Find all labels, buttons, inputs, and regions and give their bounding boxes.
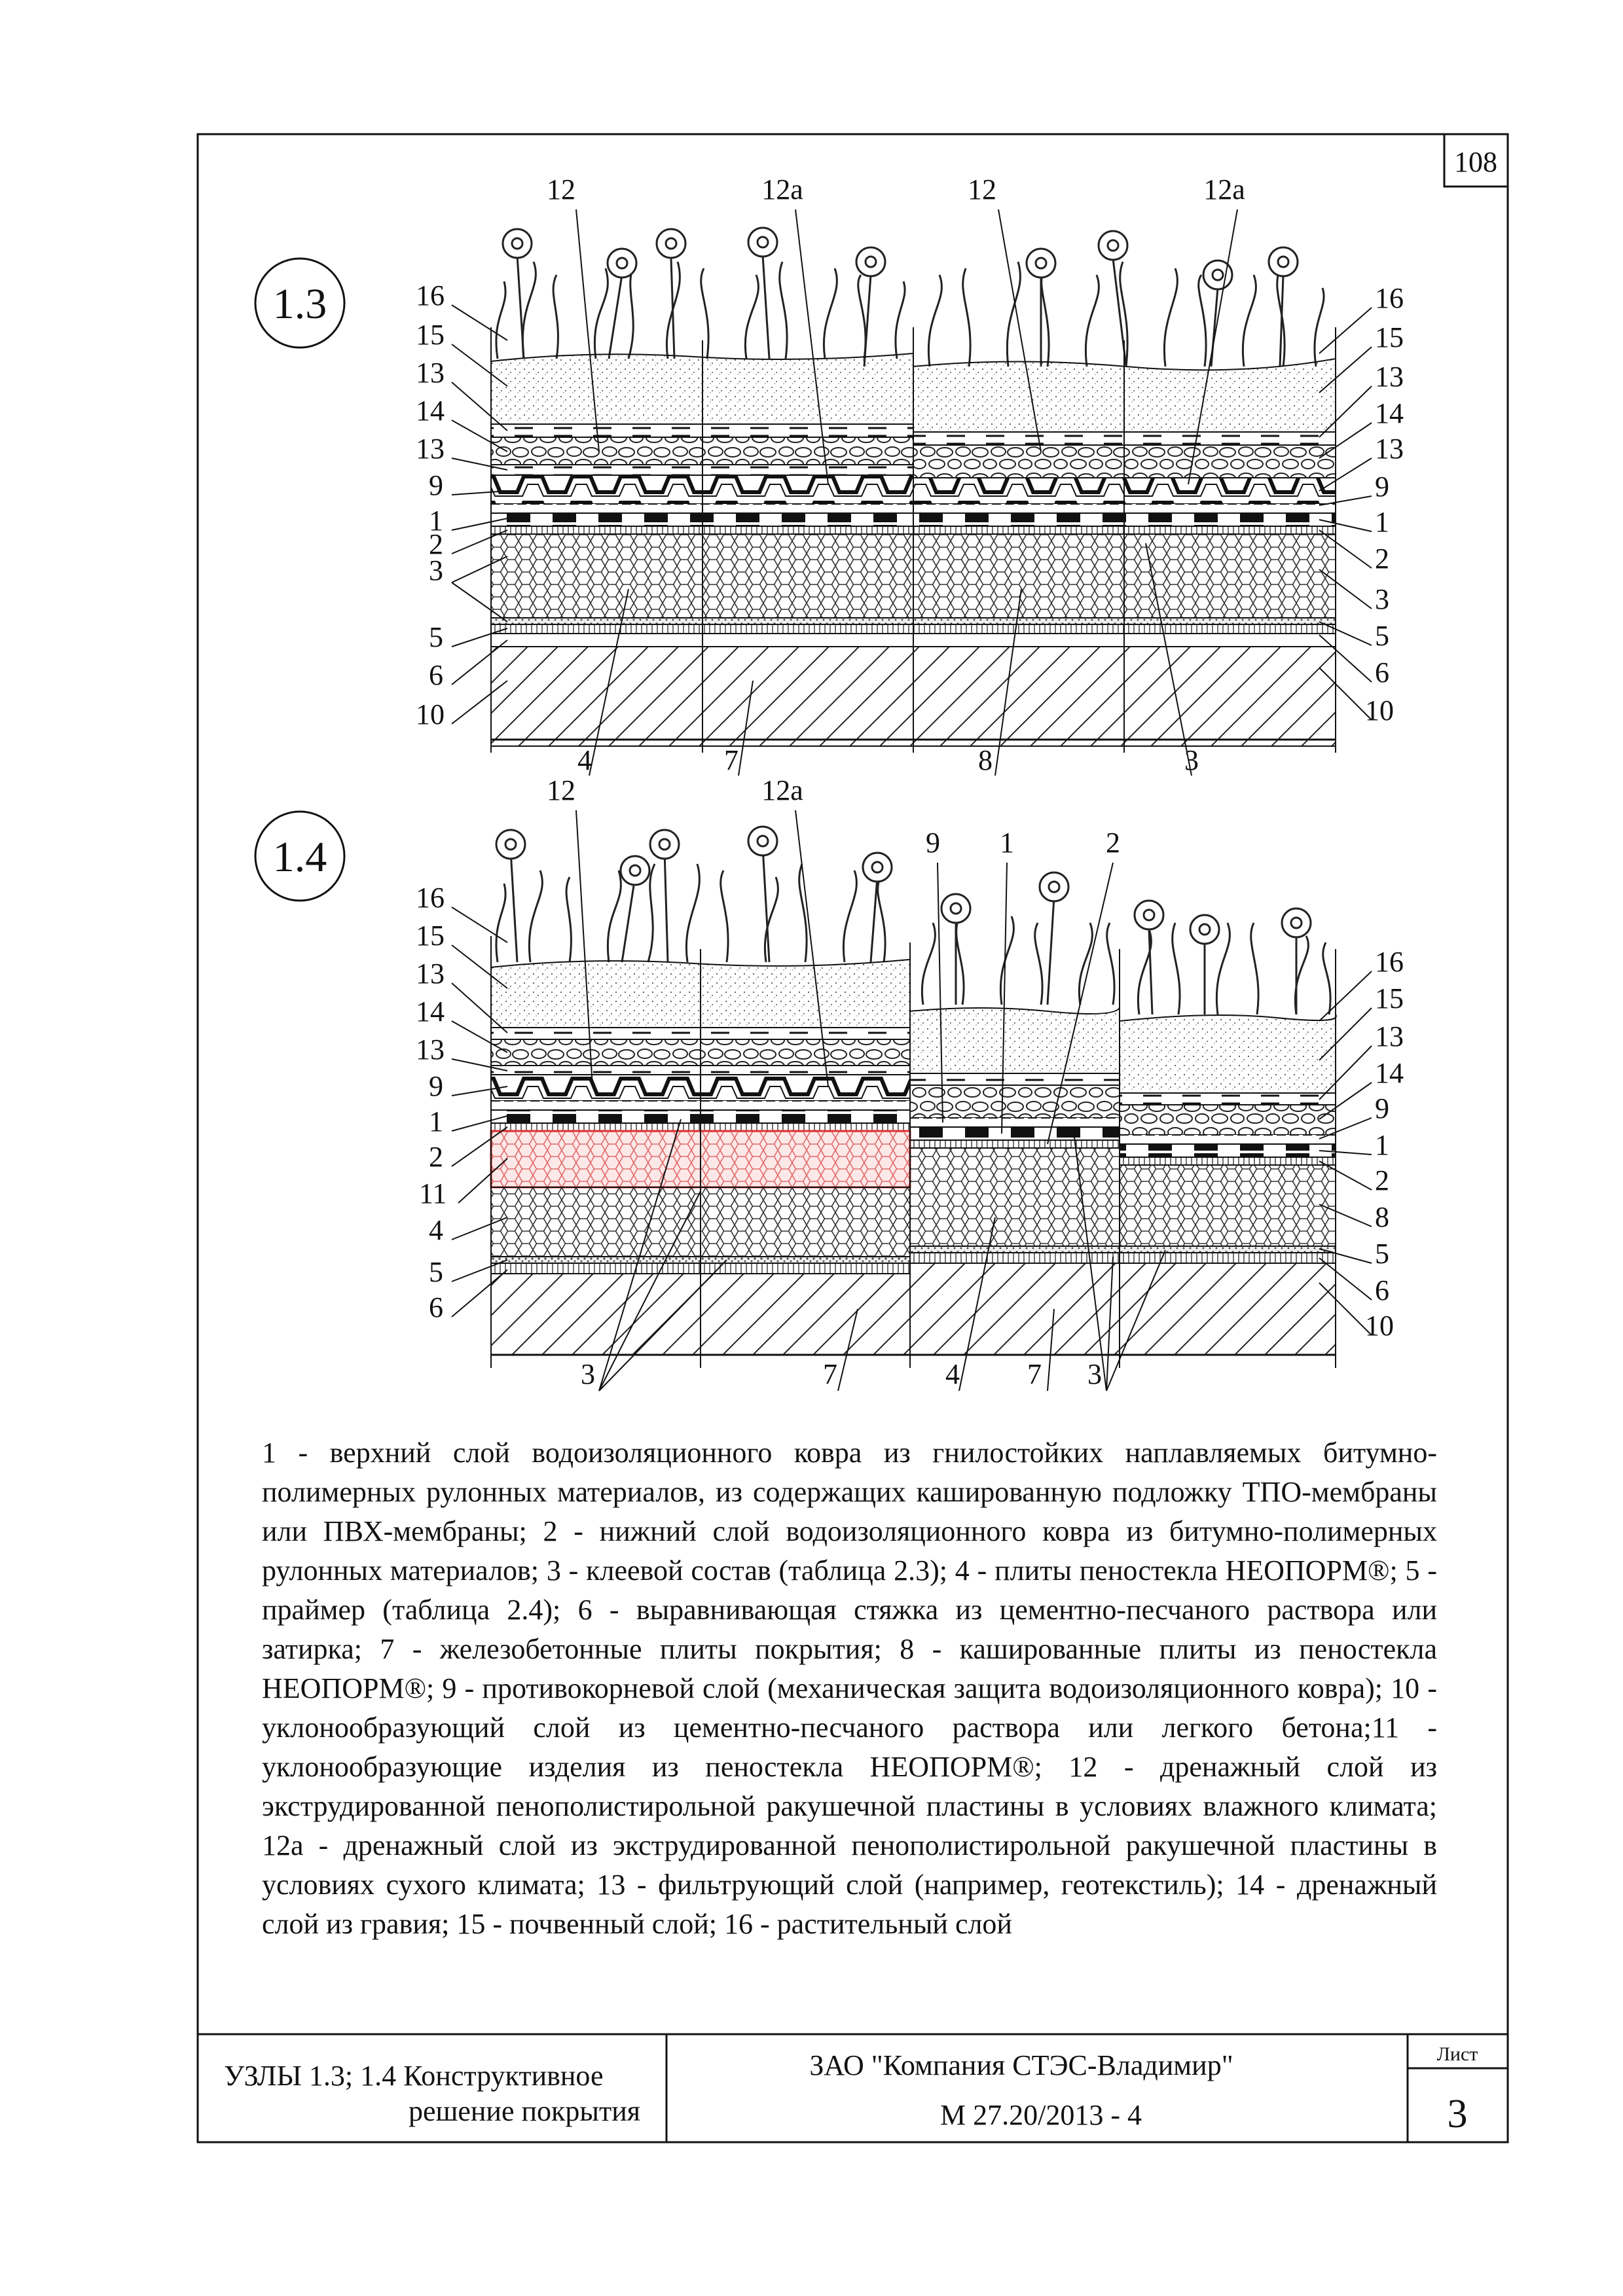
bottom-label-1-4: 3 xyxy=(581,1358,595,1390)
right-label-1-3: 6 xyxy=(1375,656,1389,689)
bottom-label-1-3: 4 xyxy=(577,744,592,776)
left-label-1-4: 15 xyxy=(416,920,445,952)
bottom-label-1-4: 3 xyxy=(1087,1358,1102,1390)
figure-1-3 xyxy=(255,173,1404,776)
right-label-1-4: 16 xyxy=(1375,946,1404,978)
right-label-1-4: 6 xyxy=(1375,1274,1389,1306)
top-label-1-4: 9 xyxy=(926,827,940,859)
right-label-1-3: 13 xyxy=(1375,361,1404,393)
right-label-1-3: 15 xyxy=(1375,321,1404,353)
right-label-1-3: 14 xyxy=(1375,397,1404,429)
left-label-1-4: 13 xyxy=(416,1033,445,1066)
figure-1-4 xyxy=(255,774,1404,1391)
left-label-1-3: 3 xyxy=(429,554,443,586)
bottom-label-1-3: 7 xyxy=(724,744,739,776)
title-block-company: ЗАО "Компания СТЭС-Владимир" xyxy=(809,2049,1233,2081)
right-label-1-4: 13 xyxy=(1375,1020,1404,1052)
right-label-1-3: 16 xyxy=(1375,282,1404,314)
right-label-1-3: 9 xyxy=(1375,471,1389,503)
top-label-1-3-d: 12а xyxy=(1203,173,1245,206)
left-label-1-3: 10 xyxy=(416,698,445,730)
top-label-1-3-a: 12 xyxy=(547,173,575,206)
right-label-1-4: 10 xyxy=(1365,1310,1394,1342)
right-label-1-4: 14 xyxy=(1375,1057,1404,1089)
title-block-sheet-label: Лист xyxy=(1436,2043,1478,2065)
right-label-1-4: 5 xyxy=(1375,1238,1389,1270)
right-label-1-4: 9 xyxy=(1375,1092,1389,1124)
right-label-1-3: 13 xyxy=(1375,433,1404,465)
left-label-1-3: 5 xyxy=(429,621,443,653)
left-label-1-4: 9 xyxy=(429,1070,443,1102)
left-label-1-3: 2 xyxy=(429,528,443,560)
left-label-1-4: 5 xyxy=(429,1256,443,1288)
left-label-1-3: 15 xyxy=(416,319,445,351)
top-label-1-4: 1 xyxy=(1000,827,1014,859)
left-label-1-3: 6 xyxy=(429,659,443,691)
flower-heads-1-4 xyxy=(496,827,1311,944)
left-label-1-4: 16 xyxy=(416,882,445,914)
bottom-label-1-4: 7 xyxy=(1027,1358,1042,1390)
top-label-1-3-c: 12 xyxy=(968,173,996,206)
left-label-1-4: 4 xyxy=(429,1214,443,1246)
left-label-1-3: 14 xyxy=(416,395,445,427)
right-label-1-3: 2 xyxy=(1375,543,1389,575)
title-block-sheet-number: 3 xyxy=(1447,2092,1468,2136)
title-block-title-line1: УЗЛЫ 1.3; 1.4 Конструктивное xyxy=(224,2060,604,2092)
left-label-1-4: 14 xyxy=(416,996,445,1028)
title-block-doc-code: М 27.20/2013 - 4 xyxy=(940,2099,1142,2131)
bottom-label-1-3: 8 xyxy=(978,744,993,776)
left-label-1-3: 13 xyxy=(416,433,445,465)
section-1-4-right xyxy=(1120,1014,1336,1355)
left-label-1-4: 11 xyxy=(419,1177,447,1210)
right-label-1-3: 3 xyxy=(1375,583,1389,615)
left-label-1-4: 2 xyxy=(429,1141,443,1173)
node-label-1-3: 1.3 xyxy=(272,280,327,328)
left-label-1-3: 13 xyxy=(416,357,445,389)
right-label-1-3: 10 xyxy=(1365,694,1394,726)
right-label-1-3: 5 xyxy=(1375,620,1389,652)
legend-text: 1 - верхний слой водоизоляционного ковра из гнилостойких наплавляемых битумно-полимерных рулонных материалов, из содержащих кашированную подложку ТПО-мембраны или ПВХ-мембраны; 2 - нижний слой водоизоляционного ковра из битумно-полимерных рулонных материалов; 3 - клеевой состав (таблица 2.3); 4 - плиты пеностекла НЕОПОРМ®; 5 - праймер (таблица 2.4); 6 - выравнивающая стяжка из цементно-песчаного раствора или затирка; 7 - железобетонные плиты покрытия; 8 - кашированные плиты из пеностекла НЕОПОРМ®; 9 - противокорневой слой (механическая защита водоизоляционного ковра); 10 - уклонообразующий слой из цементно-песчаного раствора или легкого бетона;11 - уклонообразующие изделия из пеностекла НЕОПОРМ®; 12 - дренажный слой из экструдированной пенополистирольной ракушечной пластины в условиях влажного климата; 12а - дренажный слой из экструдированной пенополистирольной ракушечной пластины в условиях сухого климата; 13 - фильтрующий слой (например, геотекстиль); 14 - дренажный слой из гравия; 15 - почвенный слой; 16 - растительный слой xyxy=(262,1437,1437,1940)
top-label-1-3-b: 12а xyxy=(761,173,803,206)
bottom-label-1-3: 3 xyxy=(1184,744,1199,776)
left-label-1-3: 1 xyxy=(429,505,443,537)
top-label-1-4: 12а xyxy=(761,774,803,806)
node-label-1-4: 1.4 xyxy=(272,833,327,881)
right-label-1-4: 8 xyxy=(1375,1201,1389,1233)
left-label-1-3: 16 xyxy=(416,279,445,312)
right-label-1-4: 15 xyxy=(1375,982,1404,1014)
left-label-1-4: 6 xyxy=(429,1291,443,1323)
right-label-1-3: 1 xyxy=(1375,506,1389,538)
corner-sheet-number: 108 xyxy=(1454,146,1497,178)
right-label-1-4: 2 xyxy=(1375,1164,1389,1196)
right-label-1-4: 1 xyxy=(1375,1129,1389,1161)
bottom-label-1-4: 7 xyxy=(823,1358,837,1390)
left-label-1-4: 13 xyxy=(416,958,445,990)
bottom-label-1-4: 4 xyxy=(945,1358,960,1390)
top-label-1-4: 2 xyxy=(1106,827,1120,859)
left-label-1-3: 9 xyxy=(429,469,443,501)
top-label-1-4: 12 xyxy=(547,774,575,806)
left-label-1-4: 1 xyxy=(429,1105,443,1138)
title-block-title-line2: решение покрытия xyxy=(408,2095,640,2127)
